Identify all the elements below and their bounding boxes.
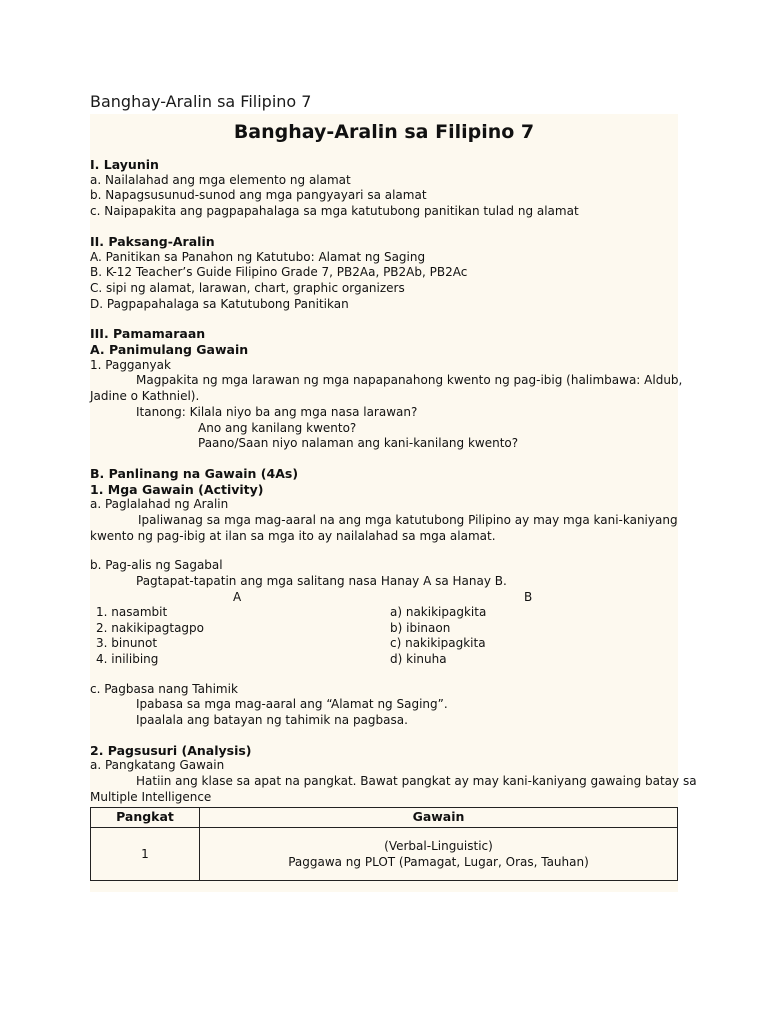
itanong-question: Itanong: Kilala niyo ba ang mga nasa larawan? xyxy=(136,404,418,419)
hanay-a-item: 1. nasambit xyxy=(96,604,168,619)
pagganyak-text-cont: Jadine o Kathniel). xyxy=(90,389,200,404)
pagbasa-label: c. Pagbasa nang Tahimik xyxy=(90,681,238,696)
paksang-item: D. Pagpapahalaga sa Katutubong Panitikan xyxy=(90,296,349,311)
matching-row xyxy=(90,621,678,637)
gawain-line: Paggawa ng PLOT (Pamagat, Lugar, Oras, Tauhan) xyxy=(288,854,589,869)
paglalahad-text-cont: kwento ng pag-ibig at ilan sa mga ito ay nailalahad sa mga alamat. xyxy=(90,528,496,543)
pangkatang-text-cont: Multiple Intelligence xyxy=(90,789,212,804)
pagganyak-text: Magpakita ng mga larawan ng mga napapanahong kwento ng pag-ibig (halimbawa: Aldub, xyxy=(136,373,683,388)
sagabal-text: Pagtapat-tapatin ang mga salitang nasa Hanay A sa Hanay B. xyxy=(136,574,507,589)
pangkatang-text: Hatiin ang klase sa apat na pangkat. Bawat pangkat ay may kani-kaniyang gawaing batay sa xyxy=(136,774,697,789)
pagbasa-text: Ipaalala ang batayan ng tahimik na pagbasa. xyxy=(136,713,408,728)
table-header-row xyxy=(91,807,678,827)
subsection-heading-activity: 1. Mga Gawain (Activity) xyxy=(90,481,264,497)
layunin-item: a. Nailalahad ang mga elemento ng alamat xyxy=(90,172,351,187)
document-title: Banghay-Aralin sa Filipino 7 xyxy=(233,121,535,143)
matching-row xyxy=(90,605,678,621)
pagganyak-label: 1. Pagganyak xyxy=(90,357,171,372)
paglalahad-text: Ipaliwanag sa mga mag-aaral na ang mga katutubong Pilipino ay may mga kani-kaniyang xyxy=(138,513,678,528)
pagbasa-text: Ipabasa sa mga mag-aaral ang “Alamat ng Saging”. xyxy=(136,697,448,712)
pangkat-cell: 1 xyxy=(91,827,200,880)
paksang-item: C. sipi ng alamat, larawan, chart, graphic organizers xyxy=(90,280,405,295)
section-heading-layunin: I. Layunin xyxy=(90,157,159,172)
paglalahad-label: a. Paglalahad ng Aralin xyxy=(90,497,229,512)
hanay-a-header: A xyxy=(233,589,242,604)
subsection-heading-panimulang: A. Panimulang Gawain xyxy=(90,342,249,358)
layunin-item: c. Naipapakita ang pagpapahalaga sa mga katutubong panitikan tulad ng alamat xyxy=(90,204,579,219)
hanay-headers xyxy=(90,590,678,605)
gawain-line: (Verbal-Linguistic) xyxy=(384,838,493,853)
table-row xyxy=(91,827,678,880)
hanay-a-item: 3. binunot xyxy=(96,636,158,651)
table-header-gawain: Gawain xyxy=(200,807,678,827)
pangkatang-label: a. Pangkatang Gawain xyxy=(90,758,225,773)
hanay-b-item: b) ibinaon xyxy=(390,620,451,635)
table-header-pangkat: Pangkat xyxy=(91,807,200,827)
section-heading-pamamaraan: III. Pamamaraan xyxy=(90,326,206,342)
hanay-a-item: 2. nakikipagtagpo xyxy=(96,620,205,635)
itanong-question: Paano/Saan niyo nalaman ang kani-kanilang kwento? xyxy=(198,436,519,451)
hanay-b-item: d) kinuha xyxy=(390,651,447,666)
gawain-table xyxy=(90,807,678,881)
subsection-heading-panlinang: B. Panlinang na Gawain (4As) xyxy=(90,465,299,481)
itanong-question: Ano ang kanilang kwento? xyxy=(198,420,357,435)
paksang-item: B. K-12 Teacher’s Guide Filipino Grade 7, PB2Aa, PB2Ab, PB2Ac xyxy=(90,265,468,280)
document-content xyxy=(90,147,697,881)
matching-row xyxy=(90,652,678,668)
layunin-item: b. Napagsusunud-sunod ang mga pangyayari sa alamat xyxy=(90,188,427,203)
section-heading-paksang-aralin: II. Paksang-Aralin xyxy=(90,233,215,249)
subsection-heading-pagsusuri: 2. Pagsusuri (Analysis) xyxy=(90,742,252,758)
hanay-b-header: B xyxy=(524,589,533,604)
gawain-cell xyxy=(200,827,678,880)
matching-row xyxy=(90,636,678,652)
sagabal-label: b. Pag-alis ng Sagabal xyxy=(90,558,223,573)
hanay-a-item: 4. inilibing xyxy=(96,651,159,666)
hanay-b-item: a) nakikipagkita xyxy=(390,604,487,619)
paksang-item: A. Panitikan sa Panahon ng Katutubo: Alamat ng Saging xyxy=(90,249,426,264)
hanay-b-item: c) nakikipagkita xyxy=(390,636,486,651)
document-header: Banghay-Aralin sa Filipino 7 xyxy=(90,92,312,111)
document-page xyxy=(90,114,697,892)
